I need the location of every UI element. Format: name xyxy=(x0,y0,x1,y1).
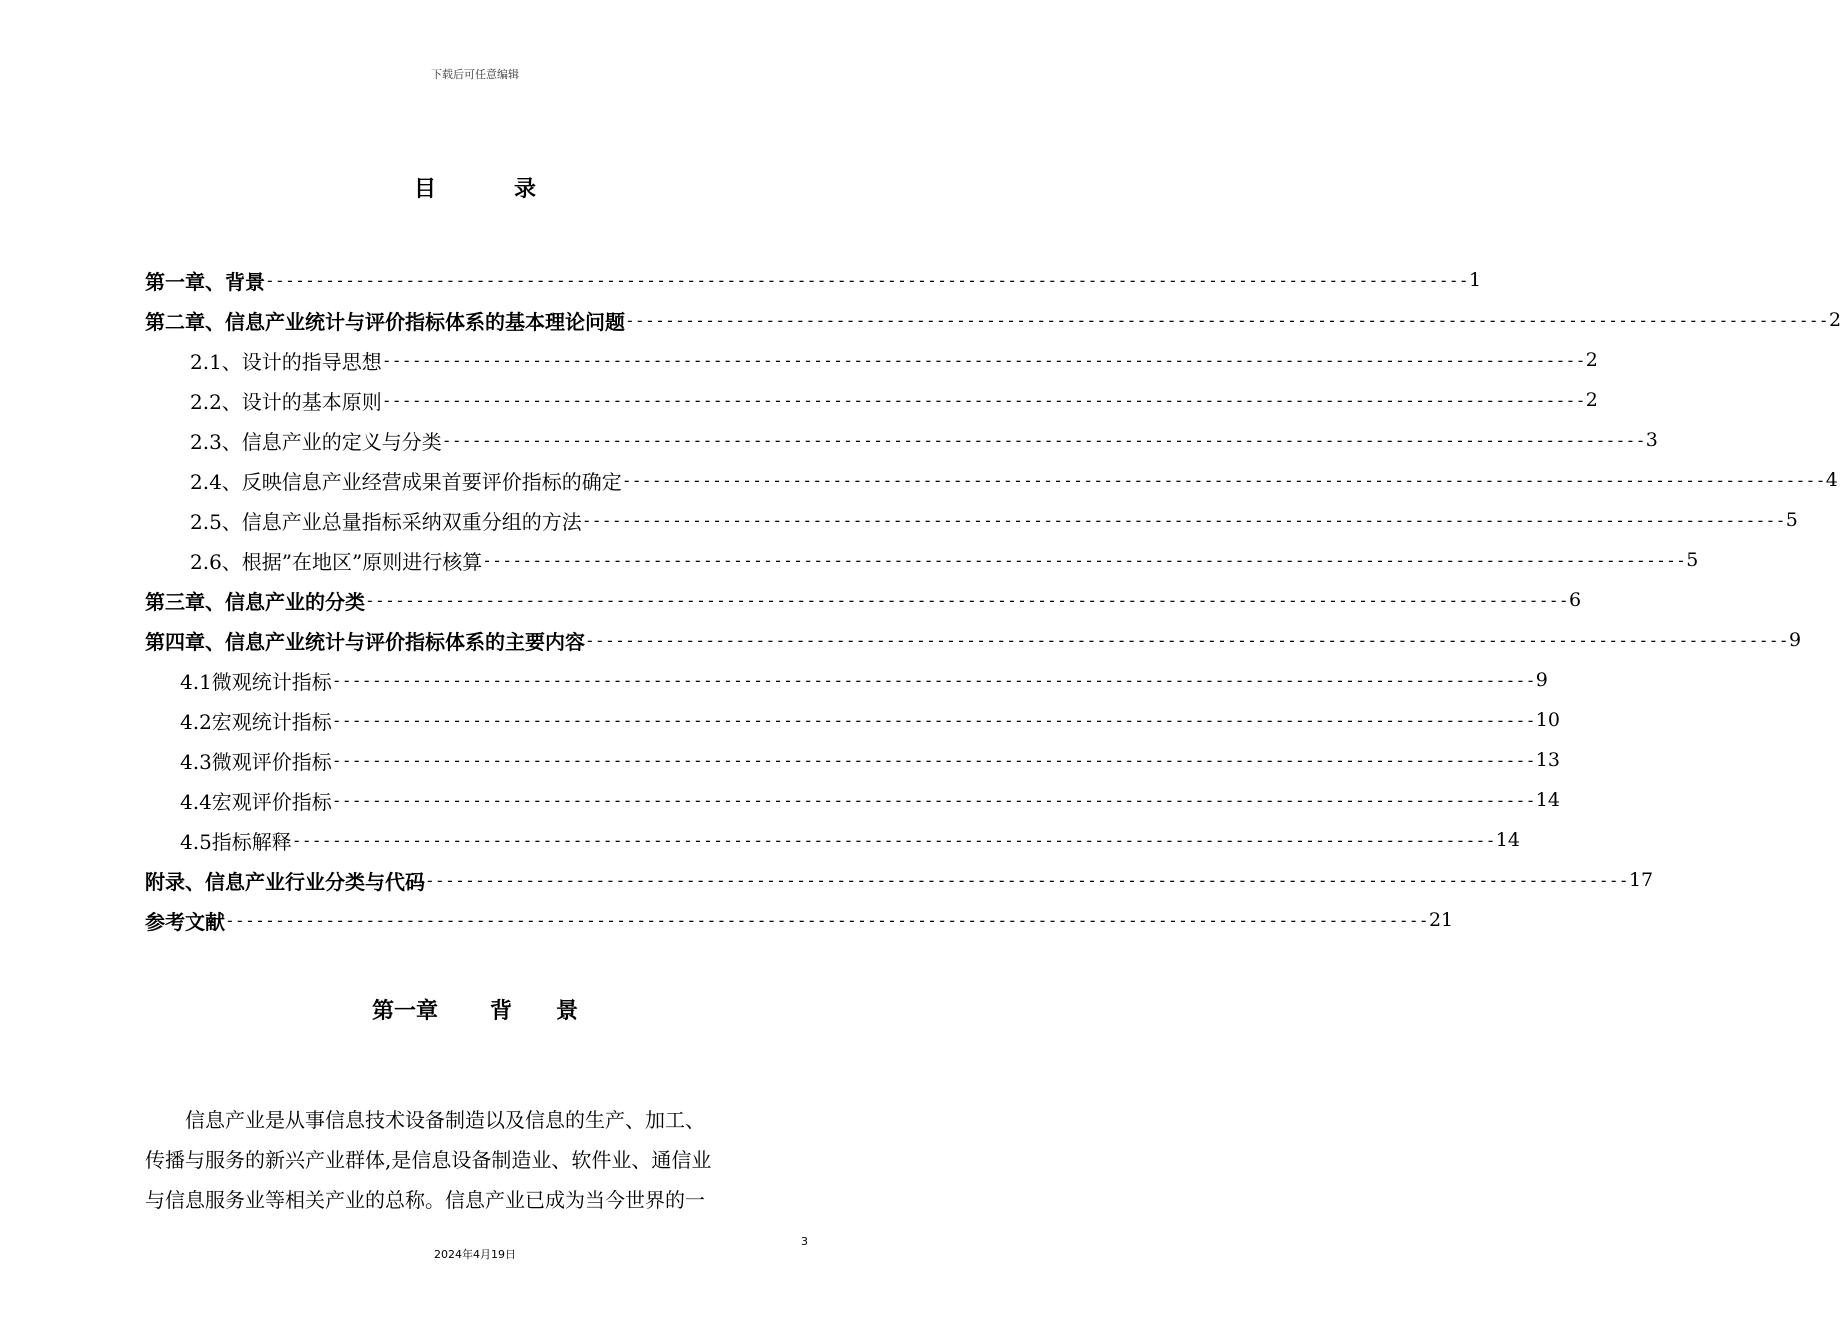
toc-entry-page: 13 xyxy=(1535,749,1560,771)
body-line: 信息产业是从事信息技术设备制造以及信息的生产、加工、 xyxy=(145,1108,705,1132)
toc-entry-label: 2.4、反映信息产业经营成果首要评价指标的确定 xyxy=(190,469,622,494)
toc-entry[interactable] xyxy=(180,660,1548,700)
toc-entry-label: 2.2、设计的基本原则 xyxy=(190,389,382,414)
chapter-body xyxy=(145,1100,810,1220)
toc-entry-label: 4.5指标解释 xyxy=(180,829,292,854)
toc-entry-label: 2.1、设计的指导思想 xyxy=(190,349,382,374)
toc-entry[interactable] xyxy=(145,300,1841,340)
toc-entry-label: 第三章、信息产业的分类 xyxy=(145,589,365,614)
toc-entry-page: 14 xyxy=(1495,829,1520,851)
toc-dot-leader: ------------------------------------------------------------------------------------------------------------------------ xyxy=(425,870,1629,890)
toc-entry[interactable] xyxy=(180,700,1560,740)
body-line: 与信息服务业等相关产业的总称。信息产业已成为当今世界的一 xyxy=(145,1188,705,1212)
toc-entry[interactable] xyxy=(190,420,1658,460)
toc-dot-leader: ------------------------------------------------------------------------------------------------------------------------ xyxy=(581,510,1786,530)
chapter-heading xyxy=(0,994,950,1025)
page-number: 3 xyxy=(801,1235,808,1248)
toc-dot-leader: ------------------------------------------------------------------------------------------------------------------------ xyxy=(621,470,1826,490)
toc-dot-leader: ------------------------------------------------------------------------------------------------------------------------ xyxy=(441,430,1646,450)
toc-entry-label: 4.4宏观评价指标 xyxy=(180,789,332,814)
toc-entry-page: 9 xyxy=(1535,669,1548,691)
toc-entry-page: 2 xyxy=(1585,389,1598,411)
toc-dot-leader: ------------------------------------------------------------------------------------------------------------------------ xyxy=(331,710,1536,730)
page-footer-date: 2024年4月19日 xyxy=(434,1248,516,1261)
toc-entry-page: 17 xyxy=(1628,869,1654,891)
chapter-heading-word-1: 背 xyxy=(489,999,512,1024)
toc-entry-page: 4 xyxy=(1825,469,1838,491)
page-header: 下载后可任意编辑 xyxy=(431,68,519,81)
toc-entry[interactable] xyxy=(190,340,1598,380)
toc-entry[interactable] xyxy=(145,620,1802,660)
toc-entry[interactable] xyxy=(190,540,1699,580)
toc-entry[interactable] xyxy=(145,900,1454,940)
toc-entry[interactable] xyxy=(180,820,1520,860)
toc-entry-page: 1 xyxy=(1468,269,1482,291)
toc-entry-page: 2 xyxy=(1828,309,1841,331)
toc-entry-page: 9 xyxy=(1788,629,1802,651)
toc-title-left: 目 xyxy=(413,177,436,202)
toc-entry[interactable] xyxy=(190,460,1838,500)
toc-title-right: 录 xyxy=(514,177,537,202)
toc-entry-page: 14 xyxy=(1535,789,1560,811)
toc-dot-leader: ------------------------------------------------------------------------------------------------------------------------ xyxy=(365,590,1569,610)
toc-entry-page: 6 xyxy=(1568,589,1582,611)
toc-entry-label: 2.3、信息产业的定义与分类 xyxy=(190,429,442,454)
toc-entry-page: 3 xyxy=(1645,429,1658,451)
toc-entry-page: 5 xyxy=(1785,509,1798,531)
toc-entry-label: 4.2宏观统计指标 xyxy=(180,709,332,734)
toc-entry-label: 第四章、信息产业统计与评价指标体系的主要内容 xyxy=(145,629,585,654)
toc-entry[interactable] xyxy=(145,260,1482,300)
toc-dot-leader: ------------------------------------------------------------------------------------------------------------------------ xyxy=(265,270,1469,290)
toc-entry-page: 2 xyxy=(1585,349,1598,371)
toc-entry-label: 附录、信息产业行业分类与代码 xyxy=(145,869,425,894)
chapter-heading-number: 第一章 xyxy=(371,999,438,1024)
toc-entry-page: 10 xyxy=(1535,709,1560,731)
toc-dot-leader: ------------------------------------------------------------------------------------------------------------------------ xyxy=(331,750,1536,770)
toc-entry[interactable] xyxy=(145,580,1582,620)
toc-dot-leader: ------------------------------------------------------------------------------------------------------------------------ xyxy=(291,830,1496,850)
toc-dot-leader: ------------------------------------------------------------------------------------------------------------------------ xyxy=(225,910,1429,930)
toc-dot-leader: ------------------------------------------------------------------------------------------------------------------------ xyxy=(331,790,1536,810)
toc-dot-leader: ------------------------------------------------------------------------------------------------------------------------ xyxy=(482,550,1687,570)
chapter-heading-word-2: 景 xyxy=(556,999,579,1024)
toc-dot-leader: ------------------------------------------------------------------------------------------------------------------------ xyxy=(381,390,1586,410)
toc-entry-label: 4.3微观评价指标 xyxy=(180,749,332,774)
toc-entry-label: 2.5、信息产业总量指标采纳双重分组的方法 xyxy=(190,509,582,534)
toc-dot-leader: ------------------------------------------------------------------------------------------------------------------------ xyxy=(331,670,1536,690)
toc-entry[interactable] xyxy=(180,780,1560,820)
toc-entry[interactable] xyxy=(190,380,1598,420)
toc-entry-label: 第一章、背景 xyxy=(145,269,265,294)
toc-entry-label: 参考文献 xyxy=(145,909,225,934)
toc-dot-leader: ------------------------------------------------------------------------------------------------------------------------ xyxy=(625,310,1829,330)
toc-entry-page: 21 xyxy=(1428,909,1454,931)
toc-dot-leader: ------------------------------------------------------------------------------------------------------------------------ xyxy=(585,630,1789,650)
toc-entry[interactable] xyxy=(145,860,1654,900)
toc-entry[interactable] xyxy=(180,740,1560,780)
toc-entry[interactable] xyxy=(190,500,1798,540)
toc-entry-label: 4.1微观统计指标 xyxy=(180,669,332,694)
toc-entry-label: 2.6、根据”在地区”原则进行核算 xyxy=(190,549,483,574)
body-line: 传播与服务的新兴产业群体,是信息设备制造业、软件业、通信业 xyxy=(145,1148,712,1172)
toc-entry-label: 第二章、信息产业统计与评价指标体系的基本理论问题 xyxy=(145,309,625,334)
toc-entry-page: 5 xyxy=(1686,549,1699,571)
toc-dot-leader: ------------------------------------------------------------------------------------------------------------------------ xyxy=(381,350,1586,370)
toc-title xyxy=(0,172,950,203)
